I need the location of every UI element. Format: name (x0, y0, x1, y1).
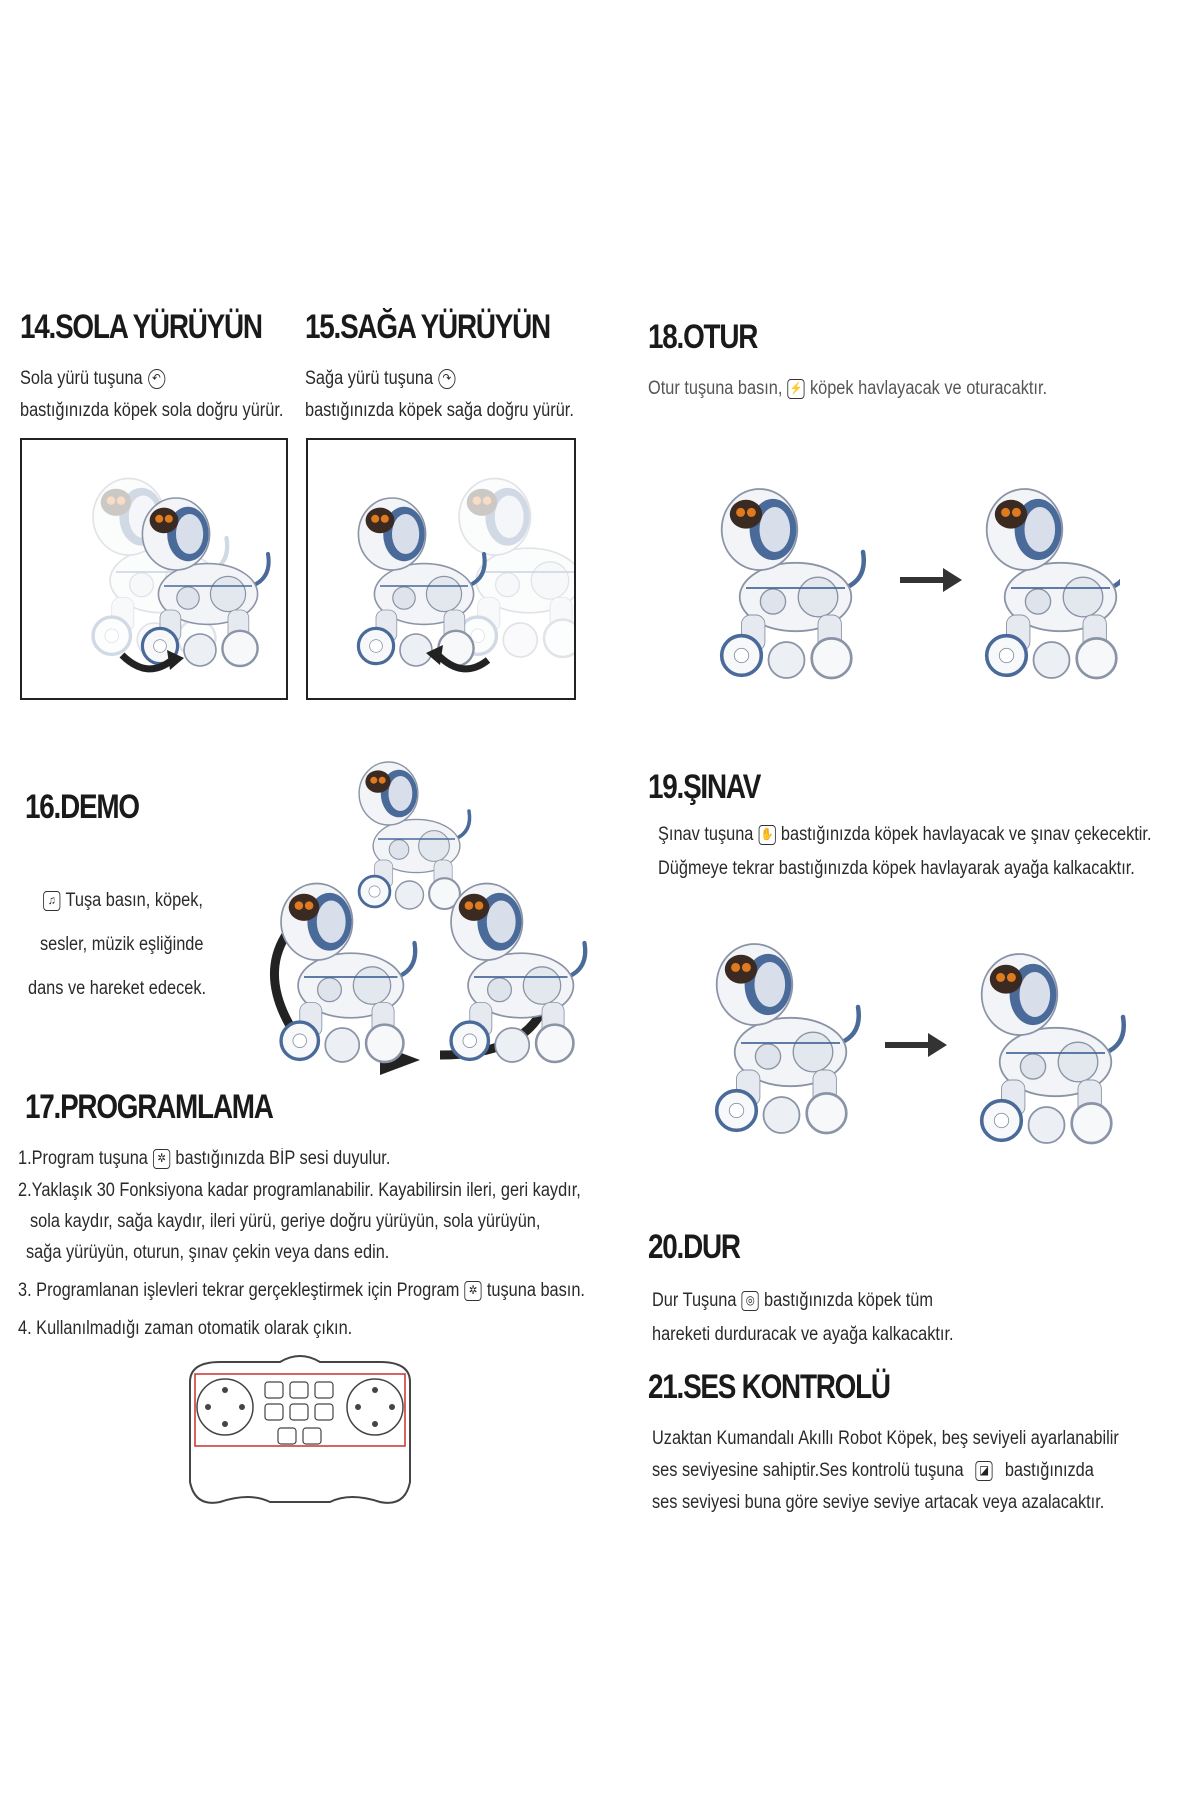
section-15-title: 15.SAĞA YÜRÜYÜN (305, 308, 550, 346)
section-19-l1-before: Şınav tuşuna (658, 824, 754, 845)
section-14-text-line1 (20, 368, 170, 391)
pushup-button-icon: ✋ (759, 825, 776, 845)
section-15-illustration-frame (306, 438, 576, 700)
section-15-text-line1 (305, 368, 461, 391)
section-14-title: 14.SOLA YÜRÜYÜN (20, 308, 262, 346)
walk-right-illustration (308, 440, 574, 698)
section-16-line2: sesler, müzik eşliğinde (40, 934, 204, 955)
section-18-text (648, 378, 1047, 401)
section-18-title: 18.OTUR (648, 318, 758, 356)
section-21-text-line2 (652, 1460, 1094, 1483)
volume-button-icon: ◪ (976, 1461, 993, 1481)
section-21-l2-after: bastığınızda (1004, 1460, 1094, 1481)
section-21-title: 21.SES KONTROLÜ (648, 1368, 890, 1406)
section-15-line2: bastığınızda köpek sağa doğru yürür. (305, 400, 574, 421)
section-21-line3: ses seviyesi buna göre seviye seviye artacak veya azalacaktır. (652, 1492, 1105, 1513)
section-19-line2: Düğmeye tekrar bastığınızda köpek havlayarak ayağa kalkacaktır. (658, 858, 1135, 879)
section-14-line1: Sola yürü tuşuna (20, 368, 143, 389)
section-16-line1: Tuşa basın, köpek, (65, 890, 203, 911)
walk-left-illustration (22, 440, 286, 698)
section-14-line2: bastığınızda köpek sola doğru yürür. (20, 400, 284, 421)
pushup-illustration (700, 920, 1140, 1180)
remote-control-illustration (180, 1352, 420, 1522)
section-18-text-after: köpek havlayacak ve oturacaktır. (809, 378, 1048, 399)
turn-right-icon: ↷ (438, 369, 455, 389)
sit-button-icon: ⚡ (788, 379, 805, 399)
sit-illustration (700, 460, 1120, 720)
section-16-text-line1 (38, 890, 203, 913)
section-16-line3: dans ve hareket edecek. (28, 978, 207, 999)
section-14-illustration-frame (20, 438, 288, 700)
section-19-l1-after: bastığınızda köpek havlayacak ve şınav çekecektir. (780, 824, 1152, 845)
program-button-icon: ✲ (465, 1281, 482, 1301)
section-17-title: 17.PROGRAMLAMA (25, 1088, 273, 1126)
section-19-title: 19.ŞINAV (648, 768, 761, 806)
section-17-line3: sola kaydır, sağa kaydır, ileri yürü, geriye doğru yürüyün, sola yürüyün, (30, 1211, 541, 1232)
section-21-line1: Uzaktan Kumandalı Akıllı Robot Köpek, beş seviyeli ayarlanabilir (652, 1428, 1119, 1449)
section-18-text-before: Otur tuşuna basın, (648, 378, 783, 399)
section-20-text-line1 (652, 1290, 933, 1313)
section-17-line1 (18, 1148, 390, 1171)
section-17-line4: sağa yürüyün, oturun, şınav çekin veya dans edin. (26, 1242, 390, 1263)
section-17-line2: 2.Yaklaşık 30 Fonksiyona kadar programlanabilir. Kayabilirsin ileri, geri kaydır, (18, 1180, 581, 1201)
stop-button-icon: ◎ (742, 1291, 759, 1311)
section-17-l5-after: tuşuna basın. (486, 1280, 585, 1301)
section-17-l5-before: 3. Programlanan işlevleri tekrar gerçekleştirmek için Program (18, 1280, 460, 1301)
section-20-l1-before: Dur Tuşuna (652, 1290, 737, 1311)
section-17-line6: 4. Kullanılmadığı zaman otomatik olarak çıkın. (18, 1318, 353, 1339)
section-19-text-line1 (658, 824, 1151, 847)
demo-button-icon: ♫ (43, 891, 60, 911)
section-17-l1-after: bastığınızda BİP sesi duyulur. (175, 1148, 391, 1169)
section-20-line2: hareketi durduracak ve ayağa kalkacaktır. (652, 1324, 954, 1345)
section-15-line1: Sağa yürü tuşuna (305, 368, 434, 389)
demo-illustration (240, 755, 600, 1105)
section-20-l1-after: bastığınızda köpek tüm (764, 1290, 933, 1311)
section-17-line5 (18, 1280, 585, 1303)
program-button-icon: ✲ (153, 1149, 170, 1169)
turn-left-icon: ↶ (148, 369, 165, 389)
section-16-title: 16.DEMO (25, 788, 139, 826)
section-20-title: 20.DUR (648, 1228, 740, 1266)
section-17-l1-before: 1.Program tuşuna (18, 1148, 148, 1169)
section-21-l2-before: ses seviyesine sahiptir.Ses kontrolü tuşuna (652, 1460, 964, 1481)
